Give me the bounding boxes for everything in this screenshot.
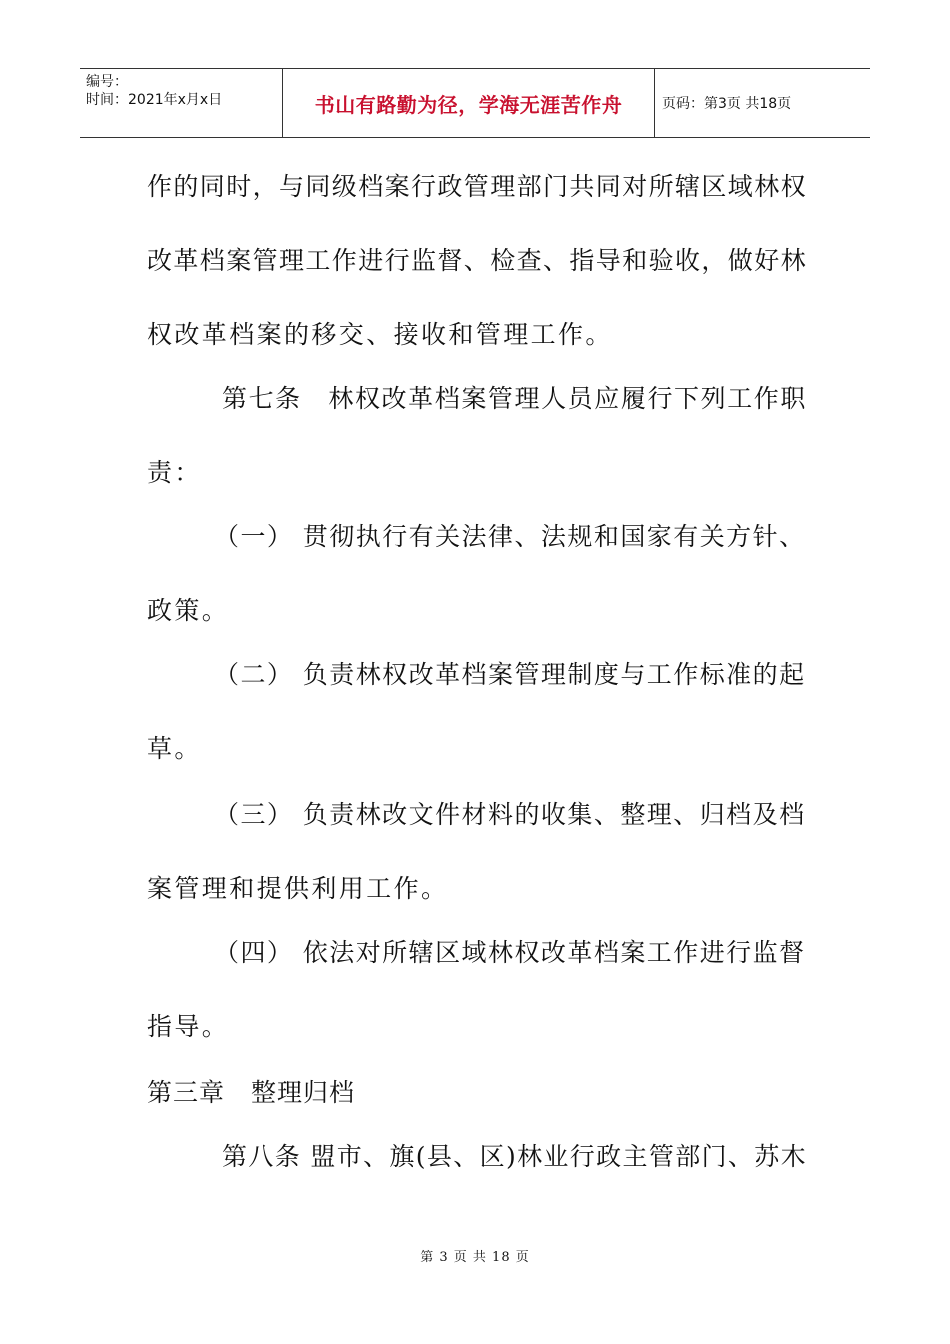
header-page-info: 页码：第3页 共18页 [662, 96, 792, 112]
list-item-line: （二） 负责林权改革档案管理制度与工作标准的起 [214, 660, 806, 689]
document-number-label: 编号： [86, 74, 128, 90]
body-line: 改革档案管理工作进行监督、检查、指导和验收，做好林 [147, 246, 807, 275]
article-heading-line: 第七条 林权改革档案管理人员应履行下列工作职 [222, 384, 807, 413]
body-line: 指导。 [147, 1012, 230, 1041]
document-header [80, 68, 870, 138]
list-item-line: （四） 依法对所辖区域林权改革档案工作进行监督 [214, 938, 806, 967]
header-motto: 书山有路勤为径，学海无涯苦作舟 [314, 92, 623, 117]
list-item-line: （三） 负责林改文件材料的收集、整理、归档及档 [214, 800, 806, 829]
list-item-line: （一） 贯彻执行有关法律、法规和国家有关方针、 [214, 522, 806, 551]
header-divider [654, 69, 655, 137]
body-line: 政策。 [147, 596, 230, 625]
header-meta [86, 73, 222, 109]
article-heading-line: 第八条 盟市、旗(县、区)林业行政主管部门、苏木 [222, 1142, 807, 1171]
body-line: 案管理和提供利用工作。 [147, 874, 449, 903]
document-date: 时间：2021年x月x日 [86, 92, 223, 108]
body-line: 作的同时，与同级档案行政管理部门共同对所辖区域林权 [147, 172, 807, 201]
body-line: 责： [147, 458, 202, 487]
body-line: 权改革档案的移交、接收和管理工作。 [147, 320, 613, 349]
body-line: 草。 [147, 734, 202, 763]
chapter-heading: 第三章 整理归档 [147, 1078, 356, 1107]
page-footer: 第 3 页 共 18 页 [420, 1250, 530, 1265]
